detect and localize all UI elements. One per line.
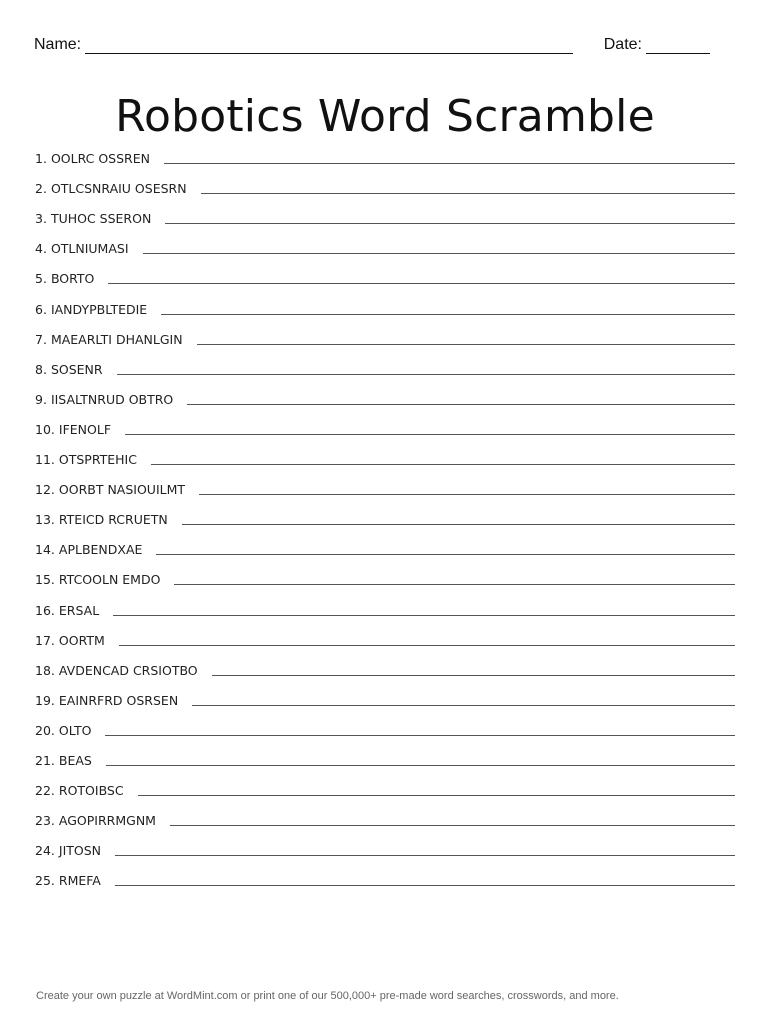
item-number: 1.: [35, 151, 47, 167]
item-number: 10.: [35, 421, 55, 437]
puzzle-item: [35, 798, 735, 828]
answer-line[interactable]: [138, 785, 735, 796]
header-row: [34, 32, 710, 54]
item-number: 3.: [35, 211, 47, 227]
puzzle-item: [35, 557, 735, 587]
answer-line[interactable]: [199, 484, 735, 495]
scrambled-word: EAINRFRD OSRSEN: [58, 692, 179, 708]
name-label: Name:: [34, 36, 82, 53]
answer-line[interactable]: [170, 815, 735, 826]
answer-line[interactable]: [174, 574, 735, 585]
scrambled-word: RMEFA: [58, 873, 101, 889]
answer-line[interactable]: [119, 635, 735, 646]
puzzle-item: [35, 467, 735, 497]
scrambled-word: TUHOC SSERON: [50, 211, 152, 227]
scrambled-word: ROTOIBSC: [58, 783, 124, 799]
scrambled-word: OOLRC OSSREN: [50, 151, 150, 167]
puzzle-item: [35, 377, 735, 407]
scrambled-word: IANDYPBLTEDIE: [50, 301, 148, 317]
item-number: 13.: [35, 512, 55, 528]
date-field[interactable]: [646, 37, 710, 54]
item-number: 4.: [35, 241, 47, 257]
item-number: 9.: [35, 391, 47, 407]
item-number: 14.: [35, 542, 55, 558]
puzzle-item: [35, 286, 735, 316]
answer-line[interactable]: [106, 755, 735, 766]
puzzle-item: [35, 828, 735, 858]
puzzle-list: [35, 136, 735, 888]
scrambled-word: OTLCSNRAIU OSESRN: [50, 181, 187, 197]
puzzle-item: [35, 407, 735, 437]
puzzle-item: [35, 226, 735, 256]
scrambled-word: OTLNIUMASI: [50, 241, 129, 257]
puzzle-item: [35, 347, 735, 377]
item-number: 25.: [35, 873, 55, 889]
answer-line[interactable]: [117, 364, 735, 375]
item-number: 23.: [35, 813, 55, 829]
puzzle-item: [35, 738, 735, 768]
item-number: 2.: [35, 181, 47, 197]
item-number: 19.: [35, 692, 55, 708]
date-group: [604, 36, 710, 54]
puzzle-item: [35, 618, 735, 648]
scrambled-word: MAEARLTI DHANLGIN: [50, 331, 183, 347]
scrambled-word: RTCOOLN EMDO: [58, 572, 161, 588]
puzzle-item: [35, 497, 735, 527]
answer-line[interactable]: [115, 875, 735, 886]
puzzle-item: [35, 768, 735, 798]
answer-line[interactable]: [187, 394, 735, 405]
item-number: 18.: [35, 662, 55, 678]
puzzle-item: [35, 587, 735, 617]
answer-line[interactable]: [165, 213, 735, 224]
item-number: 17.: [35, 632, 55, 648]
item-number: 8.: [35, 361, 47, 377]
answer-line[interactable]: [212, 665, 735, 676]
scrambled-word: IISALTNRUD OBTRO: [50, 391, 174, 407]
puzzle-item: [35, 858, 735, 888]
scrambled-word: RTEICD RCRUETN: [58, 512, 168, 528]
item-number: 21.: [35, 752, 55, 768]
scrambled-word: AVDENCAD CRSIOTBO: [58, 662, 198, 678]
answer-line[interactable]: [115, 845, 735, 856]
item-number: 11.: [35, 452, 55, 468]
scrambled-word: ERSAL: [58, 602, 100, 618]
answer-line[interactable]: [201, 183, 735, 194]
puzzle-item: [35, 196, 735, 226]
puzzle-item: [35, 166, 735, 196]
scrambled-word: APLBENDXAE: [58, 542, 143, 558]
answer-line[interactable]: [105, 725, 735, 736]
puzzle-item: [35, 136, 735, 166]
puzzle-item: [35, 437, 735, 467]
puzzle-item: [35, 317, 735, 347]
answer-line[interactable]: [113, 605, 735, 616]
page-title: Robotics Word Scramble: [115, 91, 655, 143]
puzzle-item: [35, 648, 735, 678]
item-number: 12.: [35, 482, 55, 498]
answer-line[interactable]: [197, 334, 735, 345]
answer-line[interactable]: [164, 153, 735, 164]
name-field[interactable]: [85, 37, 573, 54]
answer-line[interactable]: [192, 695, 735, 706]
answer-line[interactable]: [143, 243, 735, 254]
answer-line[interactable]: [182, 514, 735, 525]
scrambled-word: AGOPIRRMGNM: [58, 813, 156, 829]
scrambled-word: OLTO: [58, 722, 92, 738]
scrambled-word: JITOSN: [58, 843, 102, 859]
scrambled-word: OORTM: [58, 632, 105, 648]
answer-line[interactable]: [125, 424, 735, 435]
answer-line[interactable]: [161, 304, 735, 315]
puzzle-item: [35, 678, 735, 708]
item-number: 16.: [35, 602, 55, 618]
puzzle-item: [35, 527, 735, 557]
item-number: 22.: [35, 783, 55, 799]
scrambled-word: SOSENR: [50, 361, 103, 377]
answer-line[interactable]: [151, 454, 735, 465]
puzzle-item: [35, 256, 735, 286]
answer-line[interactable]: [156, 544, 735, 555]
item-number: 24.: [35, 843, 55, 859]
scrambled-word: IFENOLF: [58, 421, 112, 437]
scrambled-word: BEAS: [58, 752, 92, 768]
item-number: 6.: [35, 301, 47, 317]
scrambled-word: BORTO: [50, 271, 95, 287]
scrambled-word: OTSPRTEHIC: [58, 452, 137, 468]
item-number: 7.: [35, 331, 47, 347]
date-label: Date:: [603, 36, 642, 53]
puzzle-item: [35, 708, 735, 738]
item-number: 15.: [35, 572, 55, 588]
item-number: 20.: [35, 722, 55, 738]
footer-note: Create your own puzzle at WordMint.com or print one of our 500,000+ pre-made word searches, crosswords, and more.: [36, 990, 619, 1002]
answer-line[interactable]: [108, 273, 735, 284]
item-number: 5.: [35, 271, 47, 287]
scrambled-word: OORBT NASIOUILMT: [58, 482, 186, 498]
